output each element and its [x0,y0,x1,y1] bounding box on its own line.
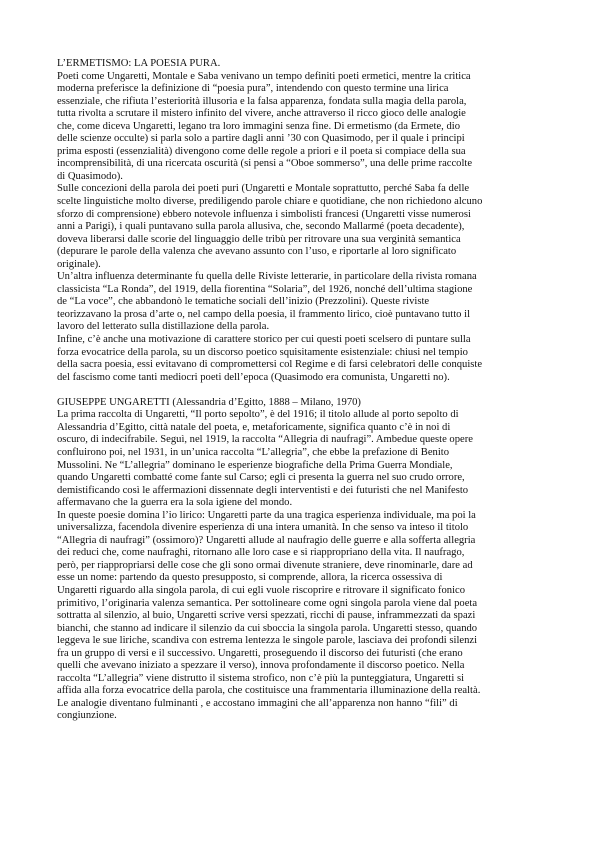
section-ermetismo [57,58,536,384]
paragraph: La prima raccolta di Ungaretti, “Il porto sepolto”, è del 1916; il titolo allude al porto sepolto di Alessandria d’Egitto, città natale del poeta, e, metaforicamente, significa quanto c’è in noi di oscuro, di indecifrabile. Seguì, nel 1919, la raccolta “Allegria di naufragi”. Ambedue queste opere confluirono poi, nel 1931, in un’unica raccolta “L’allegria”, che ebbe la prefazione di Benito Mussolini. Ne “L’allegria” dominano le esperienze biografiche della Prima Guerra Mondiale, quando Ungaretti combatté come fante sul Carso; egli ci presenta la guerra nel suo crudo orrore, demistificando così le affermazioni dissennate degli interventisti e dei futuristi che nel Manifesto affermavano che la guerra era la sola igiene del mondo. [57,409,473,509]
paragraph: Un’altra influenza determinante fu quella delle Riviste letterarie, in particolare della rivista romana classicista “La Ronda”, del 1919, della fiorentina “Solaria”, del 1926, nonché dell’ultima stagione de “La voce”, che abbandonò le tematiche sociali dell’inizio (Prezzolini). Queste riviste teorizzavano la prosa d’arte o, nel campo della poesia, il frammento lirico, cioè puntavano tutto il lavoro del letterato sulla distillazione della parola. [57,271,477,333]
paragraph: Sulle concezioni della parola dei poeti puri (Ungaretti e Montale soprattutto, perché Saba fa delle scelte linguistiche molto diverse, prediligendo parole chiare e quotidiane, che non richiedono alcuno sforzo di comprensione) ebbero notevole influenza i simbolisti francesi (Ungaretti visse numerosi anni a Parigi), i quali puntavano sulla parola allusiva, che, secondo Mallarmé (poeta decadente), doveva liberarsi dalle scorie del linguaggio delle tribù per ritrovare una sua verginità semantica (depurare le parole della valenza che avevano assunto con l’uso, e riportarle al loro significato originale). [57,183,483,270]
paragraph: Poeti come Ungaretti, Montale e Saba venivano un tempo definiti poeti ermetici, mentre la critica moderna preferisce la definizione di “poesia pura”, intendendo con questo termine una lirica essenziale, che rifiuta l’esteriorità illusoria e la falsa apparenza, fondata sulla magia della parola, tutta rivolta a scrutare il mistero infinito del vivere, anche attraverso il ricco gioco delle analogie che, come diceva Ungaretti, legano tra loro immagini senza fine. Di ermetismo (da Ermete, dio delle scienze occulte) si parla solo a partire dagli anni ’30 con Quasimodo, per il quale i principi prima esposti (essenzialità) divengono come delle regole a priori e il poeta si compiace della sua incomprensibilità, di una ricercata oscurità (si pensi a “Oboe sommerso”, una delle prime raccolte di Quasimodo). [57,70,473,182]
section-title: GIUSEPPE UNGARETTI (Alessandria d’Egitto, 1888 – Milano, 1970) [57,396,361,408]
paragraph: In queste poesie domina l’io lirico: Ungaretti parte da una tragica esperienza individuale, ma poi la universalizza, facendola divenire esperienza di una intera umanità. In che senso va inteso il titolo “Allegria di naufragi” (ossimoro)? Ungaretti allude al naufragio delle guerre e alla sofferta allegria dei reduci che, come naufraghi, ritornano alle loro case e si riappropriano della vita. Il naufrago, però, per riappropriarsi delle cose che gli sono ormai divenute straniere, deve rinominarle, dare ad esse un nome: partendo da questo presupposto, si comprende, allora, la ricerca ossessiva di Ungaretti riguardo alla singola parola, di cui egli vuole riscoprire e ritrovare il significato fonico primitivo, l’originaria valenza semantica. Per sottolineare come ogni singola parola viene dal poeta sottratta al silenzio, al buio, Ungaretti scrive versi spezzati, ricchi di pause, inframmezzati da spazi bianchi, che stanno ad indicare il silenzio da cui sboccia la singola parola. Ungaretti stesso, quando leggeva le sue liriche, scandiva con estrema lentezza le singole parole, lasciava dei profondi silenzi fra un gruppo di versi e il successivo. Ungaretti, proseguendo il discorso dei futuristi (che erano quelli che avevano iniziato a spezzare il verso), innova profondamente il discorso poetico. Nella raccolta “L’allegria” viene distrutto il sistema strofico, non c’è più la punteggiatura, Ungaretti si affida alla forza evocatrice della parola, che costituisce una frammentaria illuminazione della realtà. Le analogie diventano fulminanti , e accostano immagini che all’apparenza non hanno “fili” di congiunzione. [57,509,481,722]
section-spacer [57,384,536,397]
section-ungaretti [57,397,536,723]
section-title: L’ERMETISMO: LA POESIA PURA. [57,58,221,69]
paragraph: Infine, c’è anche una motivazione di carattere storico per cui questi poeti scelsero di puntare sulla forza evocatrice della parola, su un discorso poetico squisitamente esistenziale: chiusi nel tempio della sacra poesia, essi evitavano di compromettersi col Regime e di farsi celebratori delle conquiste del fascismo come tanti mediocri poeti dell’epoca (Quasimodo era comunista, Ungaretti no). [57,334,483,383]
